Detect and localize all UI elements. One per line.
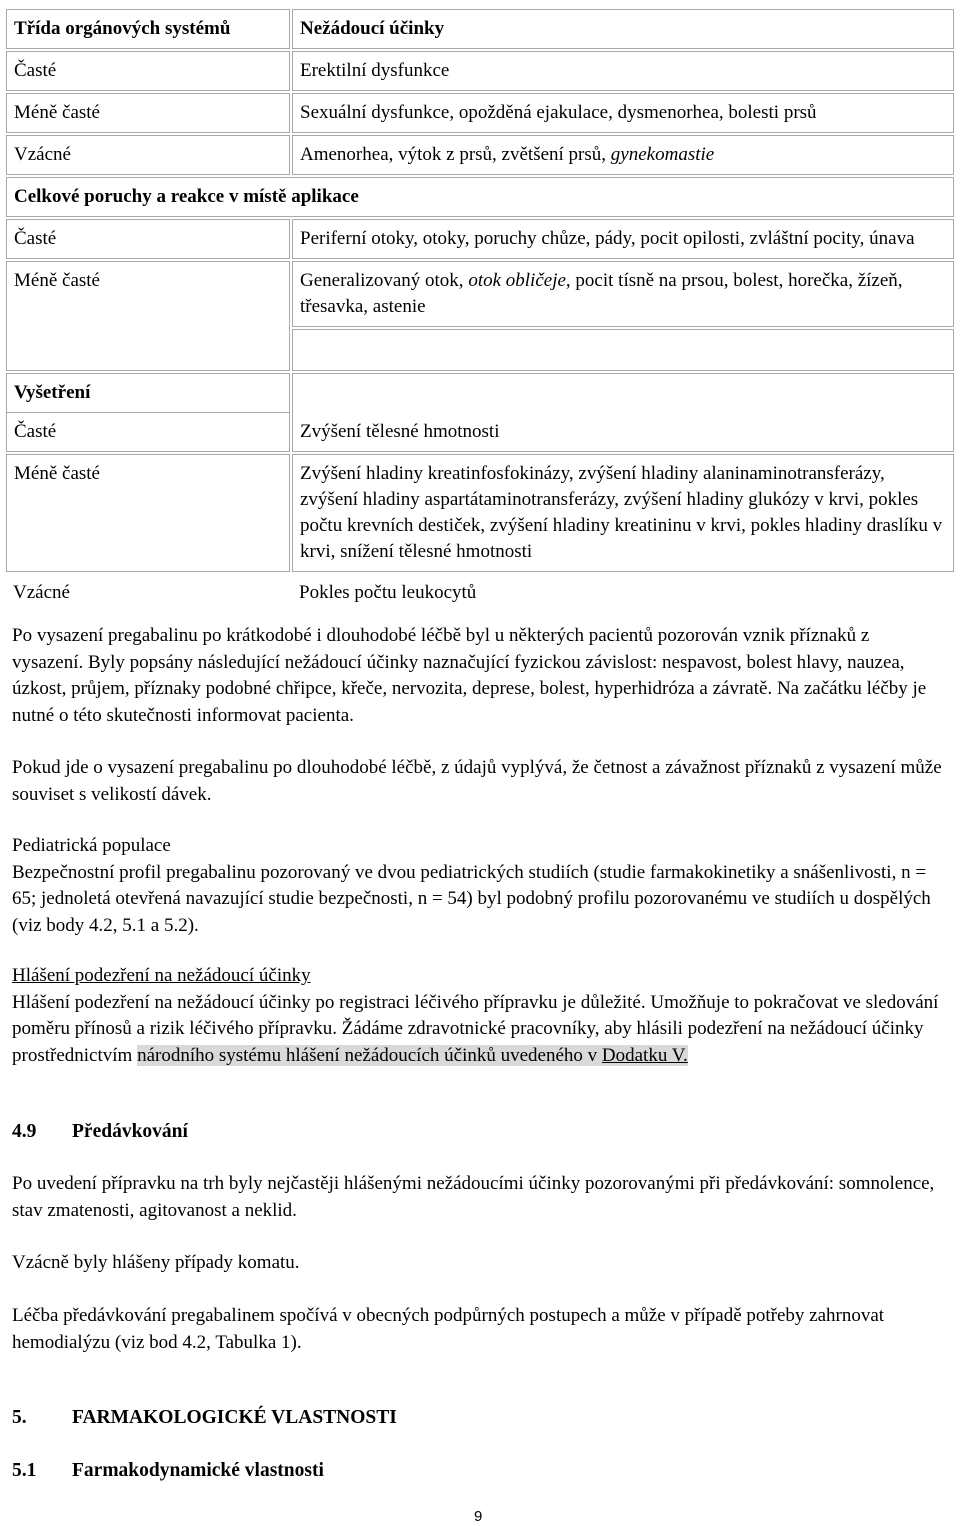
- heading-title: Farmakodynamické vlastnosti: [72, 1460, 324, 1481]
- section-heading-5: [12, 1407, 397, 1429]
- effects-cell: Zvýšení tělesné hmotnosti: [292, 373, 954, 452]
- long-term-paragraph: Pokud jde o vysazení pregabalinu po dlouhodobé léčbě, z údajů vyplývá, že četnost a závažnost příznaků z vysazení může souviset s velikostí dávek.: [12, 757, 942, 805]
- effects-cell: [292, 135, 954, 175]
- heading-title: Předávkování: [72, 1121, 188, 1142]
- table-row: [6, 219, 954, 259]
- empty-cell: [292, 329, 954, 371]
- section-title: Celkové poruchy a reakce v místě aplikace: [6, 177, 954, 217]
- section-heading-4-9: [12, 1121, 188, 1143]
- overdose-paragraph-2: Vzácně byly hlášeny případy komatu.: [12, 1252, 300, 1273]
- reporting-paragraph: [12, 990, 942, 1070]
- frequency-cell: Vzácné: [6, 135, 290, 175]
- effects-cell: Zvýšení hladiny kreatinfosfokinázy, zvýšení hladiny alaninaminotransferázy, zvýšení hladiny aspartátaminotransferázy, zvýšení hladiny glukózy v krvi, pokles počtu krevních destiček, zvýšení hladiny kreatininu v krvi, pokles hladiny draslíku v krvi, snížení tělesné hmotnosti: [292, 454, 954, 572]
- table-row: [6, 454, 954, 572]
- overdose-paragraph-3: Léčba předávkování pregabalinem spočívá v obecných podpůrných postupech a může v případě potřeby zahrnovat hemodialýzu (viz bod 4.2, Tabulka 1).: [12, 1305, 885, 1353]
- section-title: Vyšetření: [7, 380, 289, 413]
- frequency-cell: Méně časté: [6, 261, 290, 371]
- section-row: [6, 177, 954, 217]
- frequency-cell: Časté: [6, 219, 290, 259]
- pediatric-paragraph: Bezpečnostní profil pregabalinu pozorovaný ve dvou pediatrických studiích (studie farmakokinetiky a snášenlivosti, n = 65; jednoletá otevřená navazující studie bezpečnosti, n = 54) byl podobný profilu pozorovanému ve studiích u dospělých (viz body 4.2, 5.1 a 5.2).: [12, 861, 931, 936]
- effects-cell: [292, 261, 954, 327]
- effects-text-italic: otok obličeje: [468, 270, 566, 291]
- frequency-cell: Méně časté: [6, 93, 290, 133]
- section-heading-5-1: [12, 1460, 324, 1482]
- frequency-cell: Méně časté: [6, 454, 290, 572]
- frequency-cell: Časté: [6, 51, 290, 91]
- effects-cell: Periferní otoky, otoky, poruchy chůze, pády, pocit opilosti, zvláštní pocity, únava: [292, 219, 954, 259]
- effects-text: Generalizovaný otok,: [300, 270, 469, 291]
- table-row: [6, 574, 954, 612]
- table-row: [6, 261, 954, 327]
- effects-cell: Pokles počtu leukocytů: [299, 582, 477, 603]
- frequency-cell: [6, 373, 290, 452]
- table-row: [6, 93, 954, 133]
- table-header-cell: Třída orgánových systémů: [6, 9, 290, 49]
- withdrawal-paragraph: Po vysazení pregabalinu po krátkodobé i dlouhodobé léčbě byl u některých pacientů pozorován vznik příznaků z vysazení. Byly popsány následující nežádoucí účinky naznačující fyzickou závislost: nespavost, bolest hlavy, nauzea, úzkost, průjem, příznaky podobné chřipce, křeče, nervozita, deprese, bolest, hyperhidróza a závratě. Na začátku léčby je nutné o této skutečnosti informovat pacienta.: [12, 625, 927, 726]
- heading-title: FARMAKOLOGICKÉ VLASTNOSTI: [72, 1407, 397, 1428]
- frequency-cell: Vzácné: [13, 582, 70, 603]
- effects-text: , pocit tísně na prsou, bolest, horečka, žízeň, třesavka, astenie: [300, 270, 903, 317]
- table-row: [6, 135, 954, 175]
- appendix-link[interactable]: Dodatku V.: [601, 1044, 688, 1066]
- heading-number: 4.9: [12, 1121, 37, 1142]
- effects-text-italic: gynekomastie: [610, 144, 715, 165]
- table-header-row: [6, 9, 954, 49]
- table-row: [6, 51, 954, 91]
- pediatric-section: [12, 833, 942, 939]
- table-header-cell: Nežádoucí účinky: [292, 9, 954, 49]
- effects-cell: Sexuální dysfunkce, opožděná ejakulace, dysmenorhea, bolesti prsů: [292, 93, 954, 133]
- reporting-section: [12, 963, 942, 1069]
- reporting-highlight: národního systému hlášení nežádoucích účinků uvedeného v: [137, 1044, 602, 1066]
- overdose-paragraph-1: Po uvedení přípravku na trh byly nejčastěji hlášenými nežádoucími účinky pozorovanými při předávkování: somnolence, stav zmatenosti, agitovanost a neklid.: [12, 1173, 935, 1221]
- heading-number: 5.: [12, 1407, 27, 1428]
- reporting-title: Hlášení podezření na nežádoucí účinky: [12, 965, 311, 986]
- table-row: [6, 373, 954, 452]
- heading-number: 5.1: [12, 1460, 37, 1481]
- reporting-text: Hlášení podezření na nežádoucí účinky po registraci léčivého přípravku je důležité. Umožňuje to pokračovat ve sledování poměru přínosů a rizik léčivého přípravku. Žádáme zdravotnické pracovníky, aby hlásili podezření na nežádoucí účinky prostřednictvím: [12, 991, 939, 1066]
- frequency-label: Časté: [14, 421, 57, 442]
- effects-text: Amenorhea, výtok z prsů, zvětšení prsů,: [300, 144, 611, 165]
- adverse-effects-table: [4, 7, 956, 614]
- effects-cell: Erektilní dysfunkce: [292, 51, 954, 91]
- page-number: 9: [474, 1508, 483, 1525]
- pediatric-title: Pediatrická populace: [12, 835, 171, 856]
